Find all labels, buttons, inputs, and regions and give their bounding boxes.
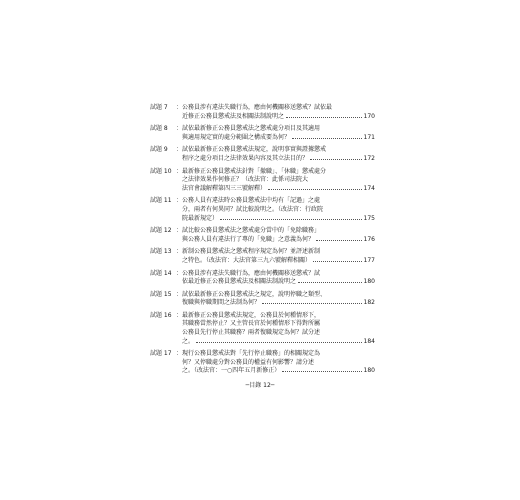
entry-line bbox=[182, 248, 375, 257]
entry-body bbox=[182, 104, 375, 121]
dot-leader bbox=[220, 219, 362, 220]
entry-line bbox=[182, 206, 375, 215]
label-colon: ： bbox=[176, 269, 183, 277]
page-footer: ─目錄 12─ bbox=[245, 382, 275, 389]
toc-entry bbox=[150, 146, 375, 163]
entry-text: 院最新規定） bbox=[182, 214, 219, 222]
entry-line bbox=[182, 125, 375, 134]
entry-line bbox=[182, 299, 375, 308]
entry-text: 法官會議解釋第四三三號解釋） bbox=[182, 184, 267, 192]
entry-body bbox=[182, 248, 375, 265]
entry-text: 近修正公務員懲戒法及相關法制說明之 bbox=[182, 112, 285, 120]
toc-entry bbox=[150, 197, 375, 223]
entry-text: 公務員涉有違法失職行為，應由何機關移送懲戒？試依最 bbox=[182, 104, 333, 111]
entry-text: 現行公務員懲戒法對「先行停止職務」的相關規定為 bbox=[182, 350, 321, 358]
dot-leader bbox=[310, 159, 362, 160]
entry-text: 何？又停職處分對公務員的權益有何影響？請分述 bbox=[182, 358, 315, 366]
question-number: 試題 12 bbox=[150, 227, 172, 235]
entry-text: 復職與停職期間之法制為何？ bbox=[182, 299, 261, 307]
entry-line bbox=[182, 113, 375, 122]
toc-entry bbox=[150, 270, 375, 287]
toc-entry bbox=[150, 168, 375, 194]
page-number: 180 bbox=[363, 367, 375, 375]
label-colon: ： bbox=[176, 350, 183, 358]
dot-leader bbox=[298, 282, 362, 283]
toc-entry bbox=[150, 248, 375, 265]
dot-leader bbox=[268, 189, 362, 190]
page-number: 171 bbox=[363, 133, 375, 141]
entry-text: 公務人員有違法時公務員懲戒法中均有「記過」之處 bbox=[182, 197, 321, 205]
label-colon: ： bbox=[176, 227, 183, 235]
entry-text: 之。（改法官：一○四年五月新修正） bbox=[182, 367, 281, 375]
entry-line bbox=[182, 257, 375, 266]
entry-body bbox=[182, 168, 375, 194]
page-number: 175 bbox=[363, 214, 375, 222]
entry-line bbox=[182, 278, 375, 287]
entry-line bbox=[182, 155, 375, 164]
entry-body bbox=[182, 270, 375, 287]
toc-entry bbox=[150, 350, 375, 376]
entry-line bbox=[182, 270, 375, 279]
page-number: 182 bbox=[363, 299, 375, 307]
entry-text: 依最近修正公務員懲戒法及相關法制說明之 bbox=[182, 278, 297, 286]
dot-leader bbox=[262, 303, 362, 304]
entry-text: 新制公務員懲戒法之懲戒程序規定為何？並評述新制 bbox=[182, 248, 321, 256]
entry-body bbox=[182, 291, 375, 308]
entry-body bbox=[182, 227, 375, 244]
dot-leader bbox=[292, 138, 362, 139]
entry-line bbox=[182, 197, 375, 206]
entry-text: 試依最新修正公務員懲戒法規定，說明事實與證據懲戒 bbox=[182, 146, 327, 154]
dot-leader bbox=[286, 117, 362, 118]
question-number: 試題 9 bbox=[150, 146, 168, 154]
entry-line bbox=[182, 350, 375, 359]
label-colon: ： bbox=[176, 167, 183, 175]
question-number: 試題 10 bbox=[150, 167, 172, 175]
entry-body bbox=[182, 350, 375, 376]
dot-leader bbox=[282, 371, 361, 372]
question-number: 試題 13 bbox=[150, 248, 172, 256]
entry-line bbox=[182, 104, 375, 113]
entry-line bbox=[182, 185, 375, 194]
page-number: 176 bbox=[363, 235, 375, 243]
page-number: 172 bbox=[363, 154, 375, 162]
entry-line bbox=[182, 320, 375, 329]
page-number: 177 bbox=[363, 256, 375, 264]
entry-line bbox=[182, 236, 375, 245]
entry-line bbox=[182, 176, 375, 185]
toc-entry bbox=[150, 291, 375, 308]
dot-leader bbox=[313, 261, 362, 262]
label-colon: ： bbox=[176, 125, 183, 133]
page-number: 184 bbox=[363, 337, 375, 345]
question-number: 試題 11 bbox=[150, 197, 172, 205]
question-number: 試題 7 bbox=[150, 104, 168, 111]
entry-line bbox=[182, 146, 375, 155]
label-colon: ： bbox=[176, 104, 183, 111]
entry-line bbox=[182, 168, 375, 177]
question-number: 試題 8 bbox=[150, 125, 168, 133]
label-colon: ： bbox=[176, 197, 183, 205]
question-number: 試題 15 bbox=[150, 290, 172, 298]
entry-text: 最新修正公務員懲戒法規定，公務員於何種情形下， bbox=[182, 311, 321, 319]
entry-text: 公務員先行停止其職務？兩者復職規定為何？試分述 bbox=[182, 329, 321, 337]
entry-text: 與公務人員有違法行了專的「免職」之意義為何？ bbox=[182, 235, 315, 243]
entry-body bbox=[182, 125, 375, 142]
entry-text: 公務員涉有違法失職行為，應由何機關移送懲戒？試 bbox=[182, 269, 321, 277]
toc-entry bbox=[150, 125, 375, 142]
entry-line bbox=[182, 338, 375, 347]
table-of-contents bbox=[150, 104, 375, 380]
dot-leader bbox=[316, 240, 362, 241]
label-colon: ： bbox=[176, 311, 183, 319]
question-number: 試題 14 bbox=[150, 269, 172, 277]
toc-entry bbox=[150, 312, 375, 346]
entry-text: 試依最新修正公務員懲戒法之規定，說明停職之類型、 bbox=[182, 290, 327, 298]
entry-text: 之法律效果作何修正？（改法官：此係司法院大 bbox=[182, 176, 309, 184]
page-number: 170 bbox=[363, 112, 375, 120]
label-colon: ： bbox=[176, 290, 183, 298]
entry-line bbox=[182, 227, 375, 236]
entry-text: 分，兩者有何異同？試比較說明之。（改法官：行政院 bbox=[182, 205, 324, 213]
entry-line bbox=[182, 134, 375, 143]
entry-line bbox=[182, 329, 375, 338]
entry-text: 試依最新修正公務員懲戒法之懲戒處分項目及其適用 bbox=[182, 125, 321, 133]
page-number: 174 bbox=[363, 184, 375, 192]
entry-text: 試比較公務員懲戒法之懲戒處分當中的「免除職務」 bbox=[182, 227, 321, 235]
entry-text: 其職務當然停止？又主管長官於何種情形下得對所屬 bbox=[182, 320, 321, 328]
label-colon: ： bbox=[176, 146, 183, 154]
entry-text: 與適用規定實的處分範圍之構成要為何？ bbox=[182, 133, 291, 141]
entry-text: 之特色。（改法官：大法官第三九六號解釋相關） bbox=[182, 256, 312, 264]
toc-entry bbox=[150, 104, 375, 121]
entry-body bbox=[182, 312, 375, 346]
entry-body bbox=[182, 146, 375, 163]
entry-line bbox=[182, 367, 375, 376]
toc-entry bbox=[150, 227, 375, 244]
entry-text: 程序之處分項目之法律效果內容及其立法目的？ bbox=[182, 154, 309, 162]
entry-line bbox=[182, 215, 375, 224]
entry-line bbox=[182, 291, 375, 300]
entry-body bbox=[182, 197, 375, 223]
entry-text: 之。 bbox=[182, 337, 195, 345]
page-number: 180 bbox=[363, 278, 375, 286]
entry-text: 最新修正公務員懲戒法針對「撤職」、「休職」懲戒處分 bbox=[182, 167, 327, 175]
label-colon: ： bbox=[176, 248, 183, 256]
question-number: 試題 16 bbox=[150, 311, 172, 319]
dot-leader bbox=[196, 342, 362, 343]
question-number: 試題 17 bbox=[150, 350, 172, 358]
